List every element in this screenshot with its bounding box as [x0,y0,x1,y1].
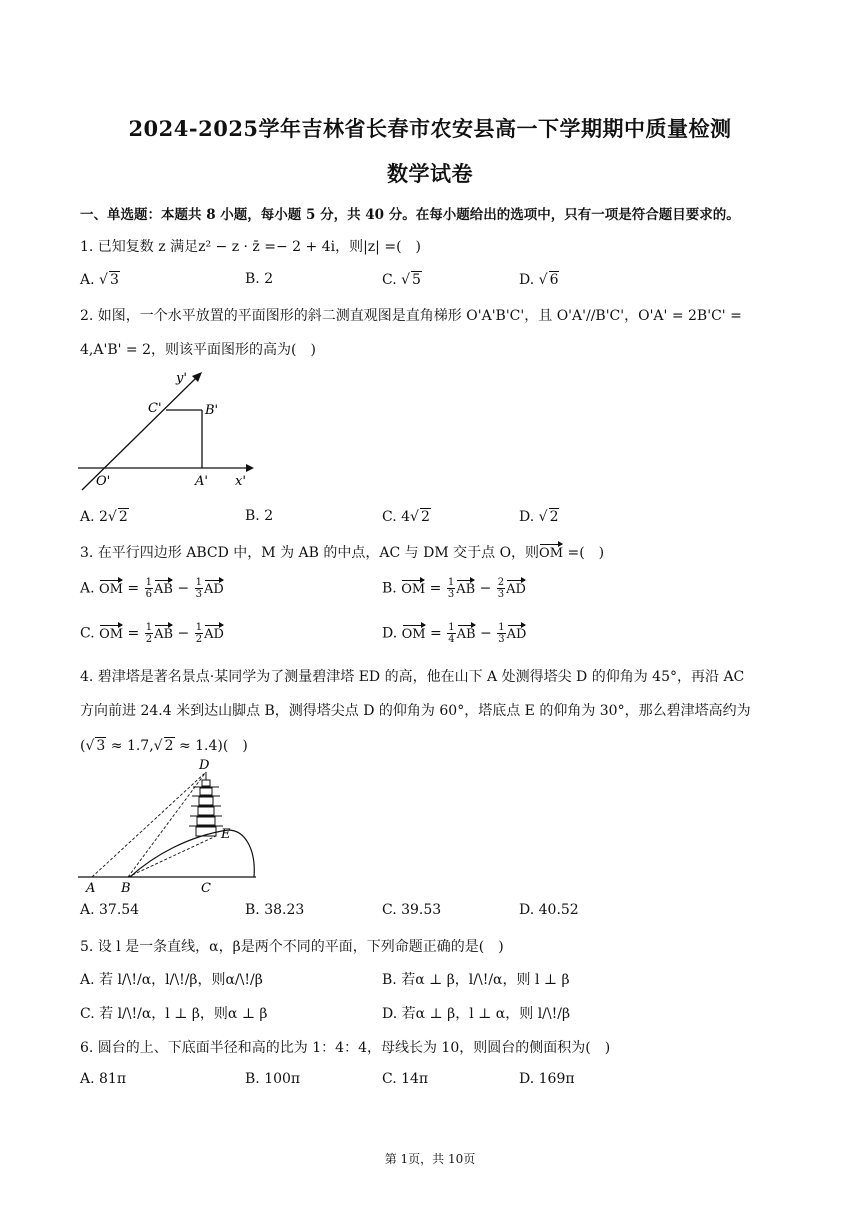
section-heading: 一、单选题：本题共 8 小题，每小题 5 分，共 40 分。在每小题给出的选项中，只有一项是符合题目要求的。 [80,207,740,223]
label-o: O' [96,474,111,489]
q2-option-c: C. 4√ 2 [382,509,430,525]
pagoda [189,772,223,836]
q3-option-a: A. OM = $\frac{1}{6}$ AB − $\frac{1}{3}$ AD [80,577,224,600]
q6-option-b: B. 100π [245,1071,301,1087]
label-x: x' [235,474,246,489]
q5-option-a: A. 若 l/\!/α，l/\!/β，则α/\!/β [80,972,263,988]
q1-option-c: C. √ 5 [382,272,421,288]
label-a: A' [195,474,208,489]
question-2-stem-line1: 2. 如图，一个水平放置的平面图形的斜二测直观图是直角梯形 O'A'B'C'，且 O'A'//B'C'，O'A' = 2B'C' = [80,308,742,324]
question-4-stem-line2: 方向前进 24.4 米到达山脚点 B，测得塔尖点 D 的仰角为 60°，塔底点 E 的仰角为 30°，那么碧津塔高约为 [80,703,751,719]
q6-option-a: A. 81π [80,1071,127,1087]
q4-figure [78,756,260,896]
sight-line-b-e [128,836,216,877]
hill-outline [130,830,254,877]
q5-option-b: B. 若α ⊥ β，l/\!/α，则 l ⊥ β [382,972,570,988]
question-2-stem-line2: 4,A'B' = 2，则该平面图形的高为( ) [80,342,316,358]
label-e: E [221,827,231,842]
label-b: B' [205,403,219,418]
question-4-stem-line3: (√ 3 ≈ 1.7,√ 2 ≈ 1.4)( ) [80,738,248,754]
q5-option-d: D. 若α ⊥ β，l ⊥ α，则 l/\!/β [382,1006,571,1022]
q6-option-d: D. 169π [519,1071,575,1087]
q3-option-d: D. OM = $\frac{1}{4}$ AB − $\frac{1}{3}$ AD [382,622,527,645]
label-c: C [201,881,211,896]
question-3-stem: 3. 在平行四边形 ABCD 中，M 为 AB 的中点，AC 与 DM 交于点 O，则OM =( ) [80,545,605,561]
q2-option-b: B. 2 [245,508,274,524]
q1-option-d: D. √ 6 [519,272,559,288]
exam-title: 2024-2025学年吉林省长春市农安县高一下学期期中质量检测 [128,116,732,141]
label-c: C' [148,401,162,416]
q2-option-a: A. 2√ 2 [80,509,128,525]
label-b: B [121,881,131,896]
exam-subtitle: 数学试卷 [387,161,473,186]
page-footer: 第 1页，共 10页 [384,1152,476,1166]
q1-option-a: A. √ 3 [80,272,119,288]
q3-option-b: B. OM = $\frac{1}{3}$ AB − $\frac{2}{3}$ AD [382,577,526,600]
q2-figure [78,366,258,496]
label-d: D [199,758,210,773]
label-y: y' [176,371,187,386]
q4-option-d: D. 40.52 [519,902,579,918]
q5-option-c: C. 若 l/\!/α，l ⊥ β，则α ⊥ β [80,1006,268,1022]
label-a: A [86,881,96,896]
q6-option-c: C. 14π [382,1071,429,1087]
question-6-stem: 6. 圆台的上、下底面半径和高的比为 1：4：4，母线长为 10，则圆台的侧面积为( ) [80,1040,611,1056]
question-1-stem: 1. 已知复数 z 满足z² − z · z̄ =− 2 + 4i，则|z| =( ) [80,239,422,255]
q4-option-a: A. 37.54 [80,902,140,918]
sight-line-b-d [128,772,206,877]
q3-option-c: C. OM = $\frac{1}{2}$ AB − $\frac{1}{2}$ AD [80,622,224,645]
q4-option-c: C. 39.53 [382,902,442,918]
q4-option-b: B. 38.23 [245,902,305,918]
question-4-stem-line1: 4. 碧津塔是著名景点·某同学为了测量碧津塔 ED 的高，他在山下 A 处测得塔尖 D 的仰角为 45°，再沿 AC [80,669,745,685]
q2-option-d: D. √ 2 [519,509,559,525]
x-axis-arrow [246,464,254,472]
q1-option-b: B. 2 [245,271,274,287]
question-5-stem: 5. 设 l 是一条直线，α，β是两个不同的平面，下列命题正确的是( ) [80,939,504,955]
